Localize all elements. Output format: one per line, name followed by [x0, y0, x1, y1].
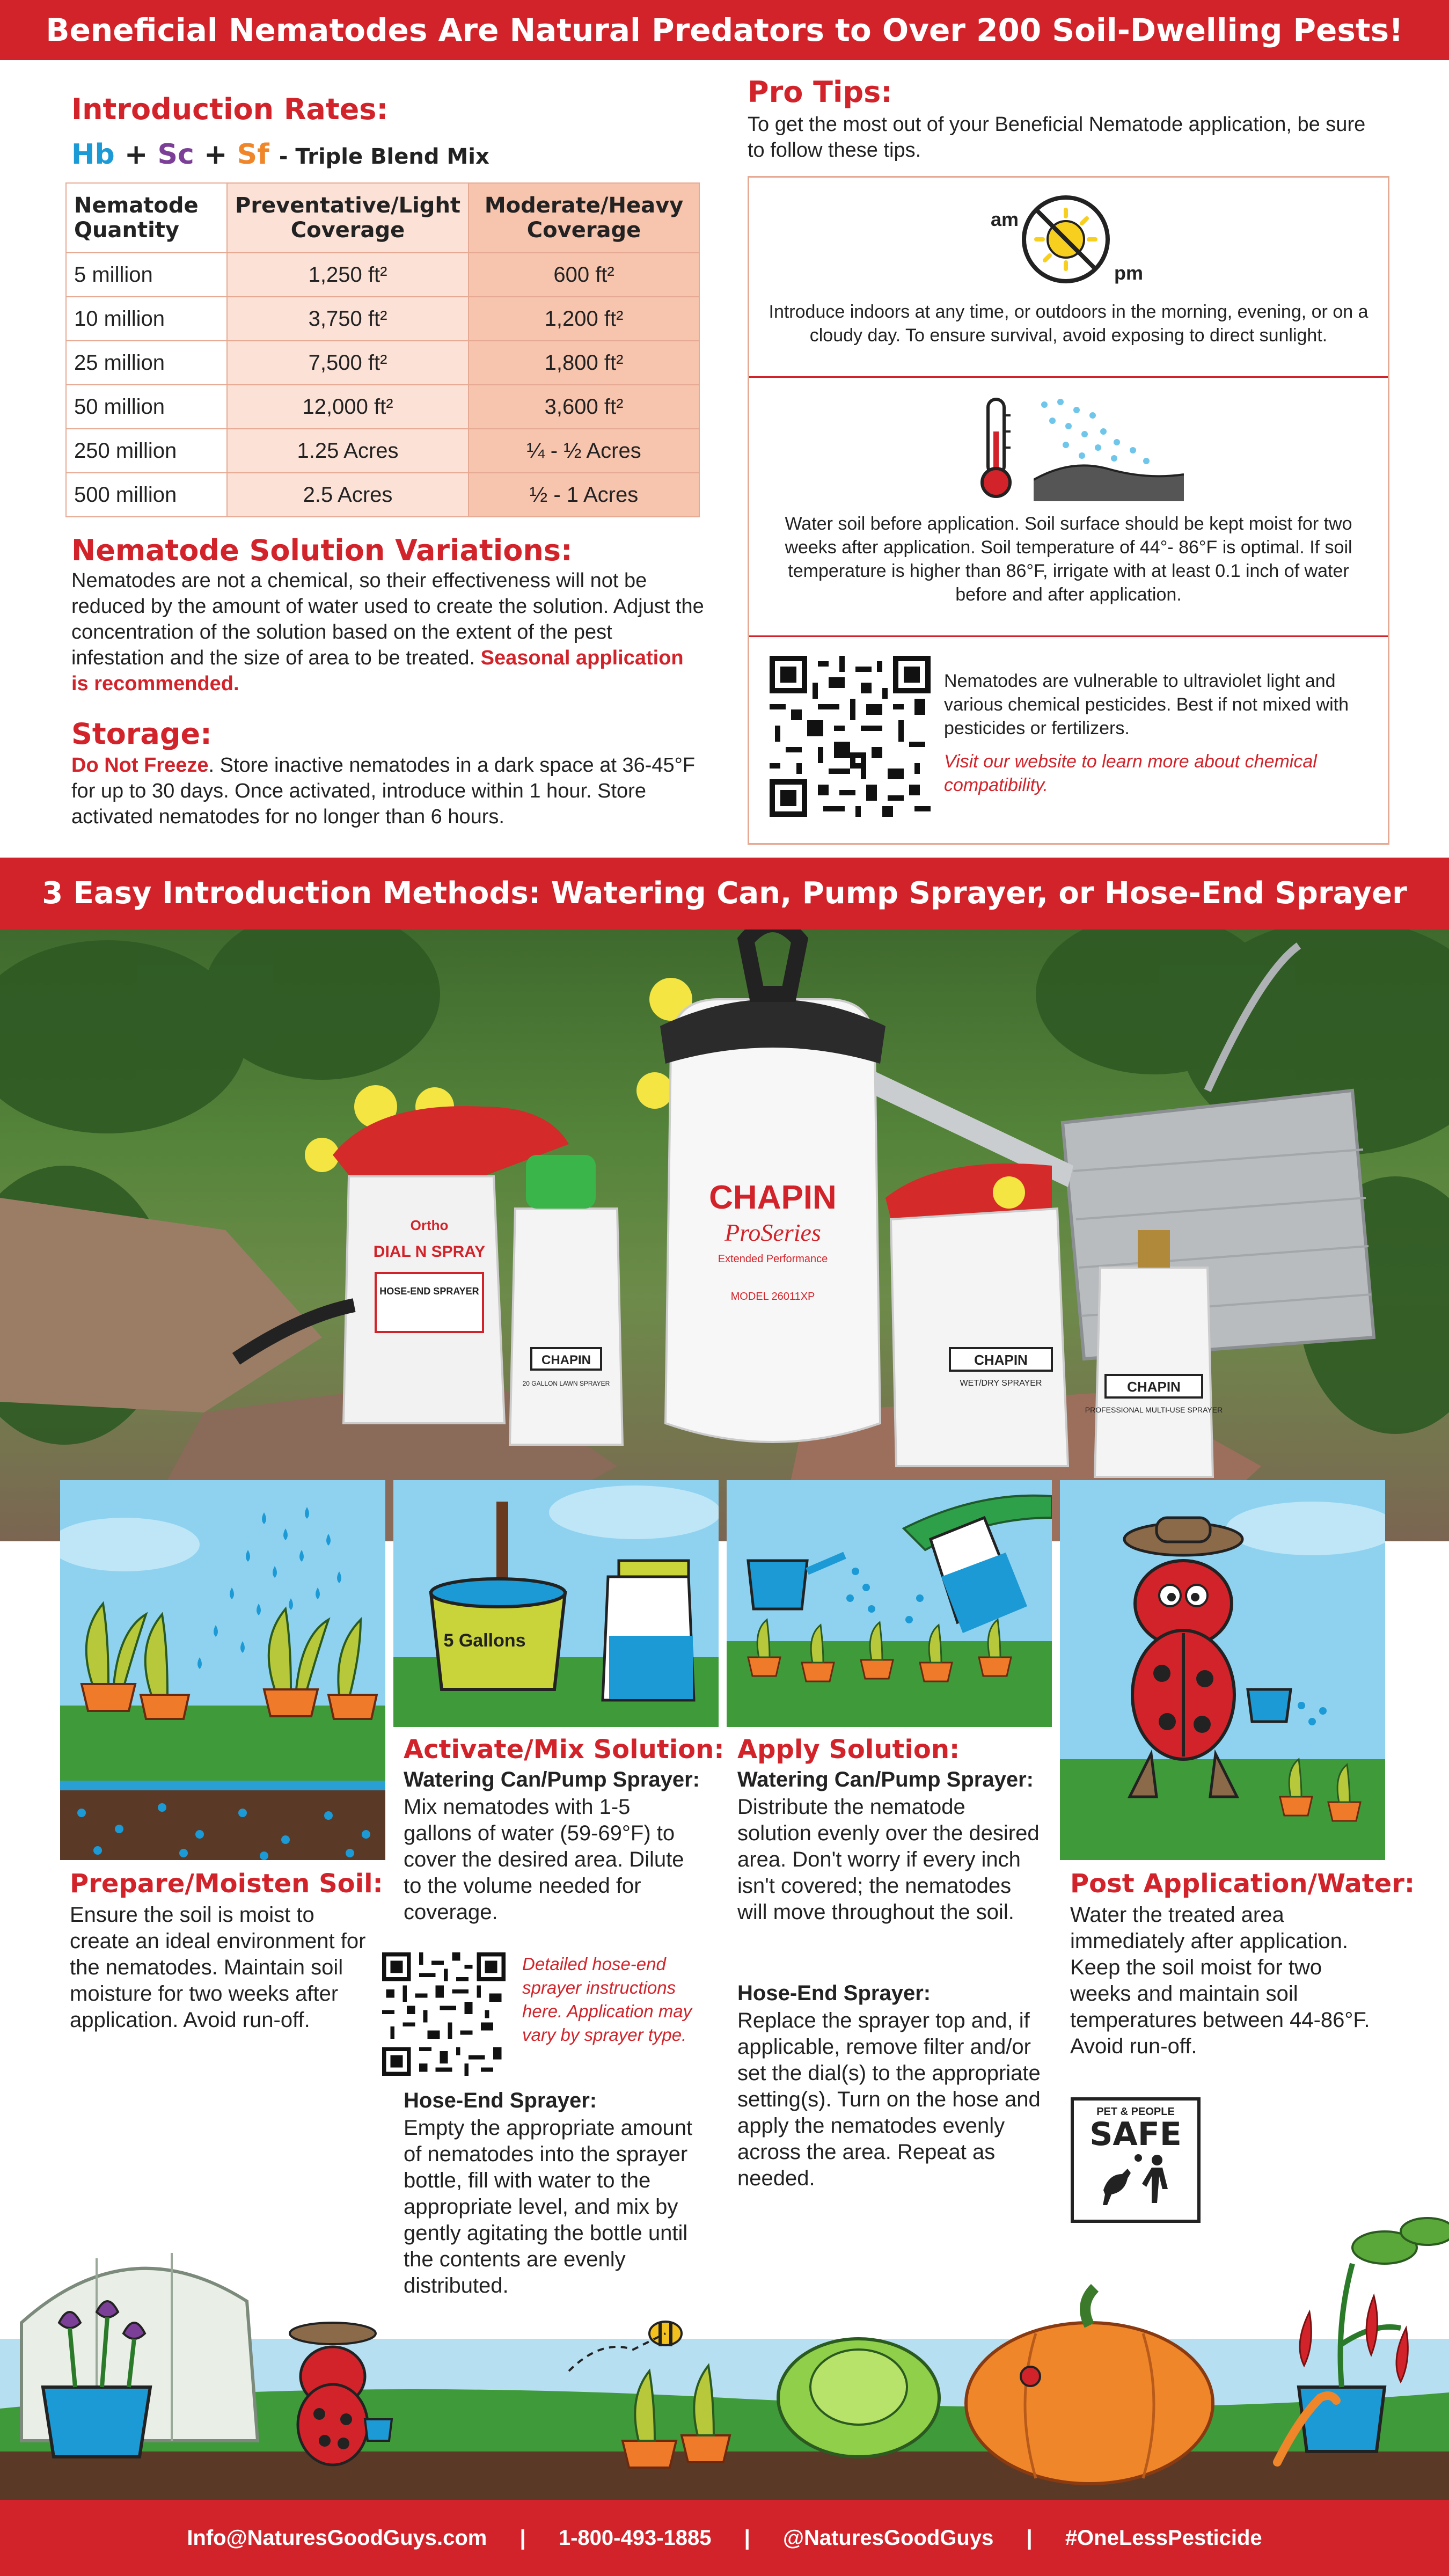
tip-water-text: Water soil before application. Soil surface should be kept moist for two weeks after application. Soil temperature of 44°- 86°F is optimal. If soil temperature is higher than 86°F, irrigate with at least 0.1 inch of water before and after application.: [785, 514, 1352, 605]
footer-sep-2: |: [744, 2526, 750, 2550]
blend-line: [71, 138, 489, 171]
apply-illustration: [727, 1480, 1052, 1727]
bucket-label: 5 Gallons: [443, 1630, 526, 1651]
variations-text-block: [71, 568, 705, 697]
methods-banner: [0, 858, 1449, 930]
footer-phone[interactable]: 1-800-493-1885: [558, 2526, 712, 2550]
chapin-tank-label: CHAPIN: [709, 1179, 837, 1216]
post-title: Post Application/Water:: [1070, 1869, 1415, 1899]
prepare-text: Ensure the soil is moist to create an ideal environment for the nematodes. Maintain soil moisture for two weeks after application. Avoid run-off.: [70, 1903, 366, 2032]
watered-soil-icon: [1034, 394, 1184, 501]
activate-sub2: Hose-End Sprayer:: [404, 2089, 597, 2112]
footer-social[interactable]: @NaturesGoodGuys: [782, 2526, 994, 2550]
footer-sep-1: |: [519, 2526, 526, 2550]
footer-sep-3: |: [1026, 2526, 1033, 2550]
safe-badge-top: PET & PEOPLE: [1096, 2106, 1175, 2118]
activate-sub1: Watering Can/Pump Sprayer:: [404, 1768, 700, 1791]
table-header-row: [66, 183, 699, 253]
apply-sub1: Watering Can/Pump Sprayer:: [737, 1768, 1034, 1791]
tip-chemical: [749, 637, 1388, 841]
am-label: am: [991, 208, 1019, 230]
lawn-sprayer-label: 20 GALLON LAWN SPRAYER: [522, 1380, 610, 1387]
tips-intro: To get the most out of your Beneficial Nematode application, be sure to follow these tips.: [748, 113, 1366, 162]
pm-label: pm: [1114, 262, 1143, 284]
sprayers-photo: [0, 930, 1449, 1541]
cell-quantity: 50 million: [66, 385, 227, 429]
tips-box: [748, 176, 1389, 845]
blend-suffix: - Triple Blend Mix: [279, 144, 489, 169]
pet-people-icon: [1087, 2153, 1184, 2206]
cell-quantity: 10 million: [66, 297, 227, 341]
sf-label: Sf: [237, 138, 269, 171]
header-quantity: Nematode Quantity: [66, 183, 227, 253]
panel-post: [1060, 1480, 1385, 1860]
methods-title: 3 Easy Introduction Methods: Watering Can, Pump Sprayer, or Hose-End Sprayer: [42, 876, 1407, 911]
tip-chemical-link[interactable]: Visit our website to learn more about chemical compatibility.: [944, 751, 1317, 795]
hose-end-qr-icon[interactable]: [382, 1952, 506, 2076]
panel-apply: [727, 1480, 1052, 1727]
table-row: [66, 429, 699, 473]
activate-text1: Mix nematodes with 1-5 gallons of water (59-69°F) to cover the desired area. Dilute to the volume needed for coverage.: [404, 1795, 684, 1924]
apply-text1: Distribute the nematode solution evenly over the desired area. Don't worry if every inch isn't covered; the nematodes will move throughout the soil.: [737, 1795, 1040, 1924]
chapin-wetdry-label: CHAPIN: [974, 1352, 1028, 1368]
hb-label: Hb: [71, 138, 115, 171]
dial-label: DIAL N SPRAY: [373, 1243, 486, 1261]
extended-label: Extended Performance: [718, 1253, 828, 1265]
tip-sun-text: Introduce indoors at any time, or outdoors in the morning, evening, or on a cloudy day. To ensure survival, avoid exposing to direct sunlight.: [769, 302, 1368, 346]
storage-title: Storage:: [71, 717, 212, 751]
plus-1: +: [124, 138, 148, 171]
cell-heavy: 1,800 ft²: [469, 341, 699, 385]
chapin-lawn-label: CHAPIN: [541, 1353, 591, 1367]
hose-end-label: HOSE-END SPRAYER: [379, 1286, 479, 1297]
header-heavy: Moderate/Heavy Coverage: [469, 183, 699, 253]
cell-heavy: 600 ft²: [469, 253, 699, 297]
storage-text: . Store inactive nematodes in a dark space at 36-45°F for up to 30 days. Once activated, introduce within 1 hour. Store activated nematodes for no longer than 6 hours.: [71, 754, 696, 828]
cell-light: 1.25 Acres: [227, 429, 469, 473]
cell-heavy: ½ - 1 Acres: [469, 473, 699, 517]
variations-highlight: Seasonal application is recommended.: [71, 647, 684, 695]
chapin-pro-label: CHAPIN: [1127, 1379, 1181, 1395]
qr-code-icon[interactable]: [770, 656, 931, 817]
safe-badge-main: SAFE: [1089, 2116, 1182, 2153]
storage-text-block: [71, 752, 715, 830]
table-row: [66, 385, 699, 429]
table-row: [66, 473, 699, 517]
cell-quantity: 250 million: [66, 429, 227, 473]
cell-light: 12,000 ft²: [227, 385, 469, 429]
cell-heavy: 3,600 ft²: [469, 385, 699, 429]
prepare-title: Prepare/Moisten Soil:: [70, 1869, 383, 1899]
table-row: [66, 341, 699, 385]
sc-label: Sc: [157, 138, 194, 171]
ortho-label: Ortho: [410, 1217, 449, 1233]
sun-clock-icon: [980, 188, 1152, 285]
cell-quantity: 500 million: [66, 473, 227, 517]
table-row: [66, 297, 699, 341]
tip-sun: [749, 178, 1388, 378]
sprayers-photo-art: [0, 930, 1449, 1541]
post-text: Water the treated area immediately after application. Keep the soil moist for two weeks and maintain soil temperatures between 44-86°F. Avoid run-off.: [1070, 1903, 1370, 2058]
footer-bar: [0, 2500, 1449, 2576]
cell-light: 3,750 ft²: [227, 297, 469, 341]
hose-end-qr-note[interactable]: Detailed hose-end sprayer instructions here. Application may vary by sprayer type.: [522, 1954, 692, 2045]
pro-series-label: ProSeries: [724, 1219, 821, 1246]
cell-light: 2.5 Acres: [227, 473, 469, 517]
post-illustration: [1060, 1480, 1385, 1860]
prepare-illustration: [60, 1480, 385, 1860]
wet-dry-label: WET/DRY SPRAYER: [960, 1379, 1042, 1388]
header-banner: [0, 0, 1449, 60]
apply-sub2: Hose-End Sprayer:: [737, 1981, 931, 2005]
model-label: MODEL 26011XP: [730, 1291, 815, 1302]
cell-quantity: 5 million: [66, 253, 227, 297]
professional-label: PROFESSIONAL MULTI-USE SPRAYER: [1085, 1406, 1223, 1414]
cell-light: 7,500 ft²: [227, 341, 469, 385]
activate-illustration: [393, 1480, 719, 1727]
apply-text2: Replace the sprayer top and, if applicable, remove filter and/or set the dial(s) to the appropriate setting(s). Turn on the hose and apply the nematodes evenly across the area. Repeat as needed.: [737, 2009, 1041, 2190]
intro-rates-table: [65, 182, 700, 517]
safe-badge: [1071, 2097, 1201, 2223]
table-row: [66, 253, 699, 297]
variations-title: Nematode Solution Variations:: [71, 533, 573, 567]
plus-2: +: [203, 138, 228, 171]
footer-email[interactable]: Info@NaturesGoodGuys.com: [187, 2526, 487, 2550]
activate-title: Activate/Mix Solution:: [404, 1735, 724, 1765]
cell-heavy: 1,200 ft²: [469, 297, 699, 341]
footer-hashtag[interactable]: #OneLessPesticide: [1065, 2526, 1262, 2550]
apply-title: Apply Solution:: [737, 1735, 960, 1765]
cell-light: 1,250 ft²: [227, 253, 469, 297]
header-light: Preventative/Light Coverage: [227, 183, 469, 253]
panel-activate: [393, 1480, 719, 1727]
variations-text: Nematodes are not a chemical, so their effectiveness will not be reduced by the amount of water used to create the solution. Adjust the concentration of the solution based on the extent of the pest infestation and the size of area to be treated.: [71, 569, 704, 669]
cell-heavy: ¼ - ½ Acres: [469, 429, 699, 473]
tip-chemical-text: Nematodes are vulnerable to ultraviolet light and various chemical pesticides. Best if not mixed with pesticides or fertilizers.: [944, 671, 1349, 738]
panel-prepare: [60, 1480, 385, 1860]
garden-scene: [0, 2215, 1449, 2500]
thermometer-icon: [972, 394, 1020, 501]
cell-quantity: 25 million: [66, 341, 227, 385]
activate-text2: Empty the appropriate amount of nematodes into the sprayer bottle, fill with water to the appropriate level, and mix by gently agitating the bottle until the contents are evenly distributed.: [404, 2116, 693, 2297]
intro-title: Introduction Rates:: [71, 92, 389, 126]
storage-highlight: Do Not Freeze: [71, 754, 209, 777]
tip-water: [749, 378, 1388, 637]
tips-title: Pro Tips:: [748, 75, 892, 109]
header-title: Beneficial Nematodes Are Natural Predators to Over 200 Soil-Dwelling Pests!: [46, 12, 1403, 48]
